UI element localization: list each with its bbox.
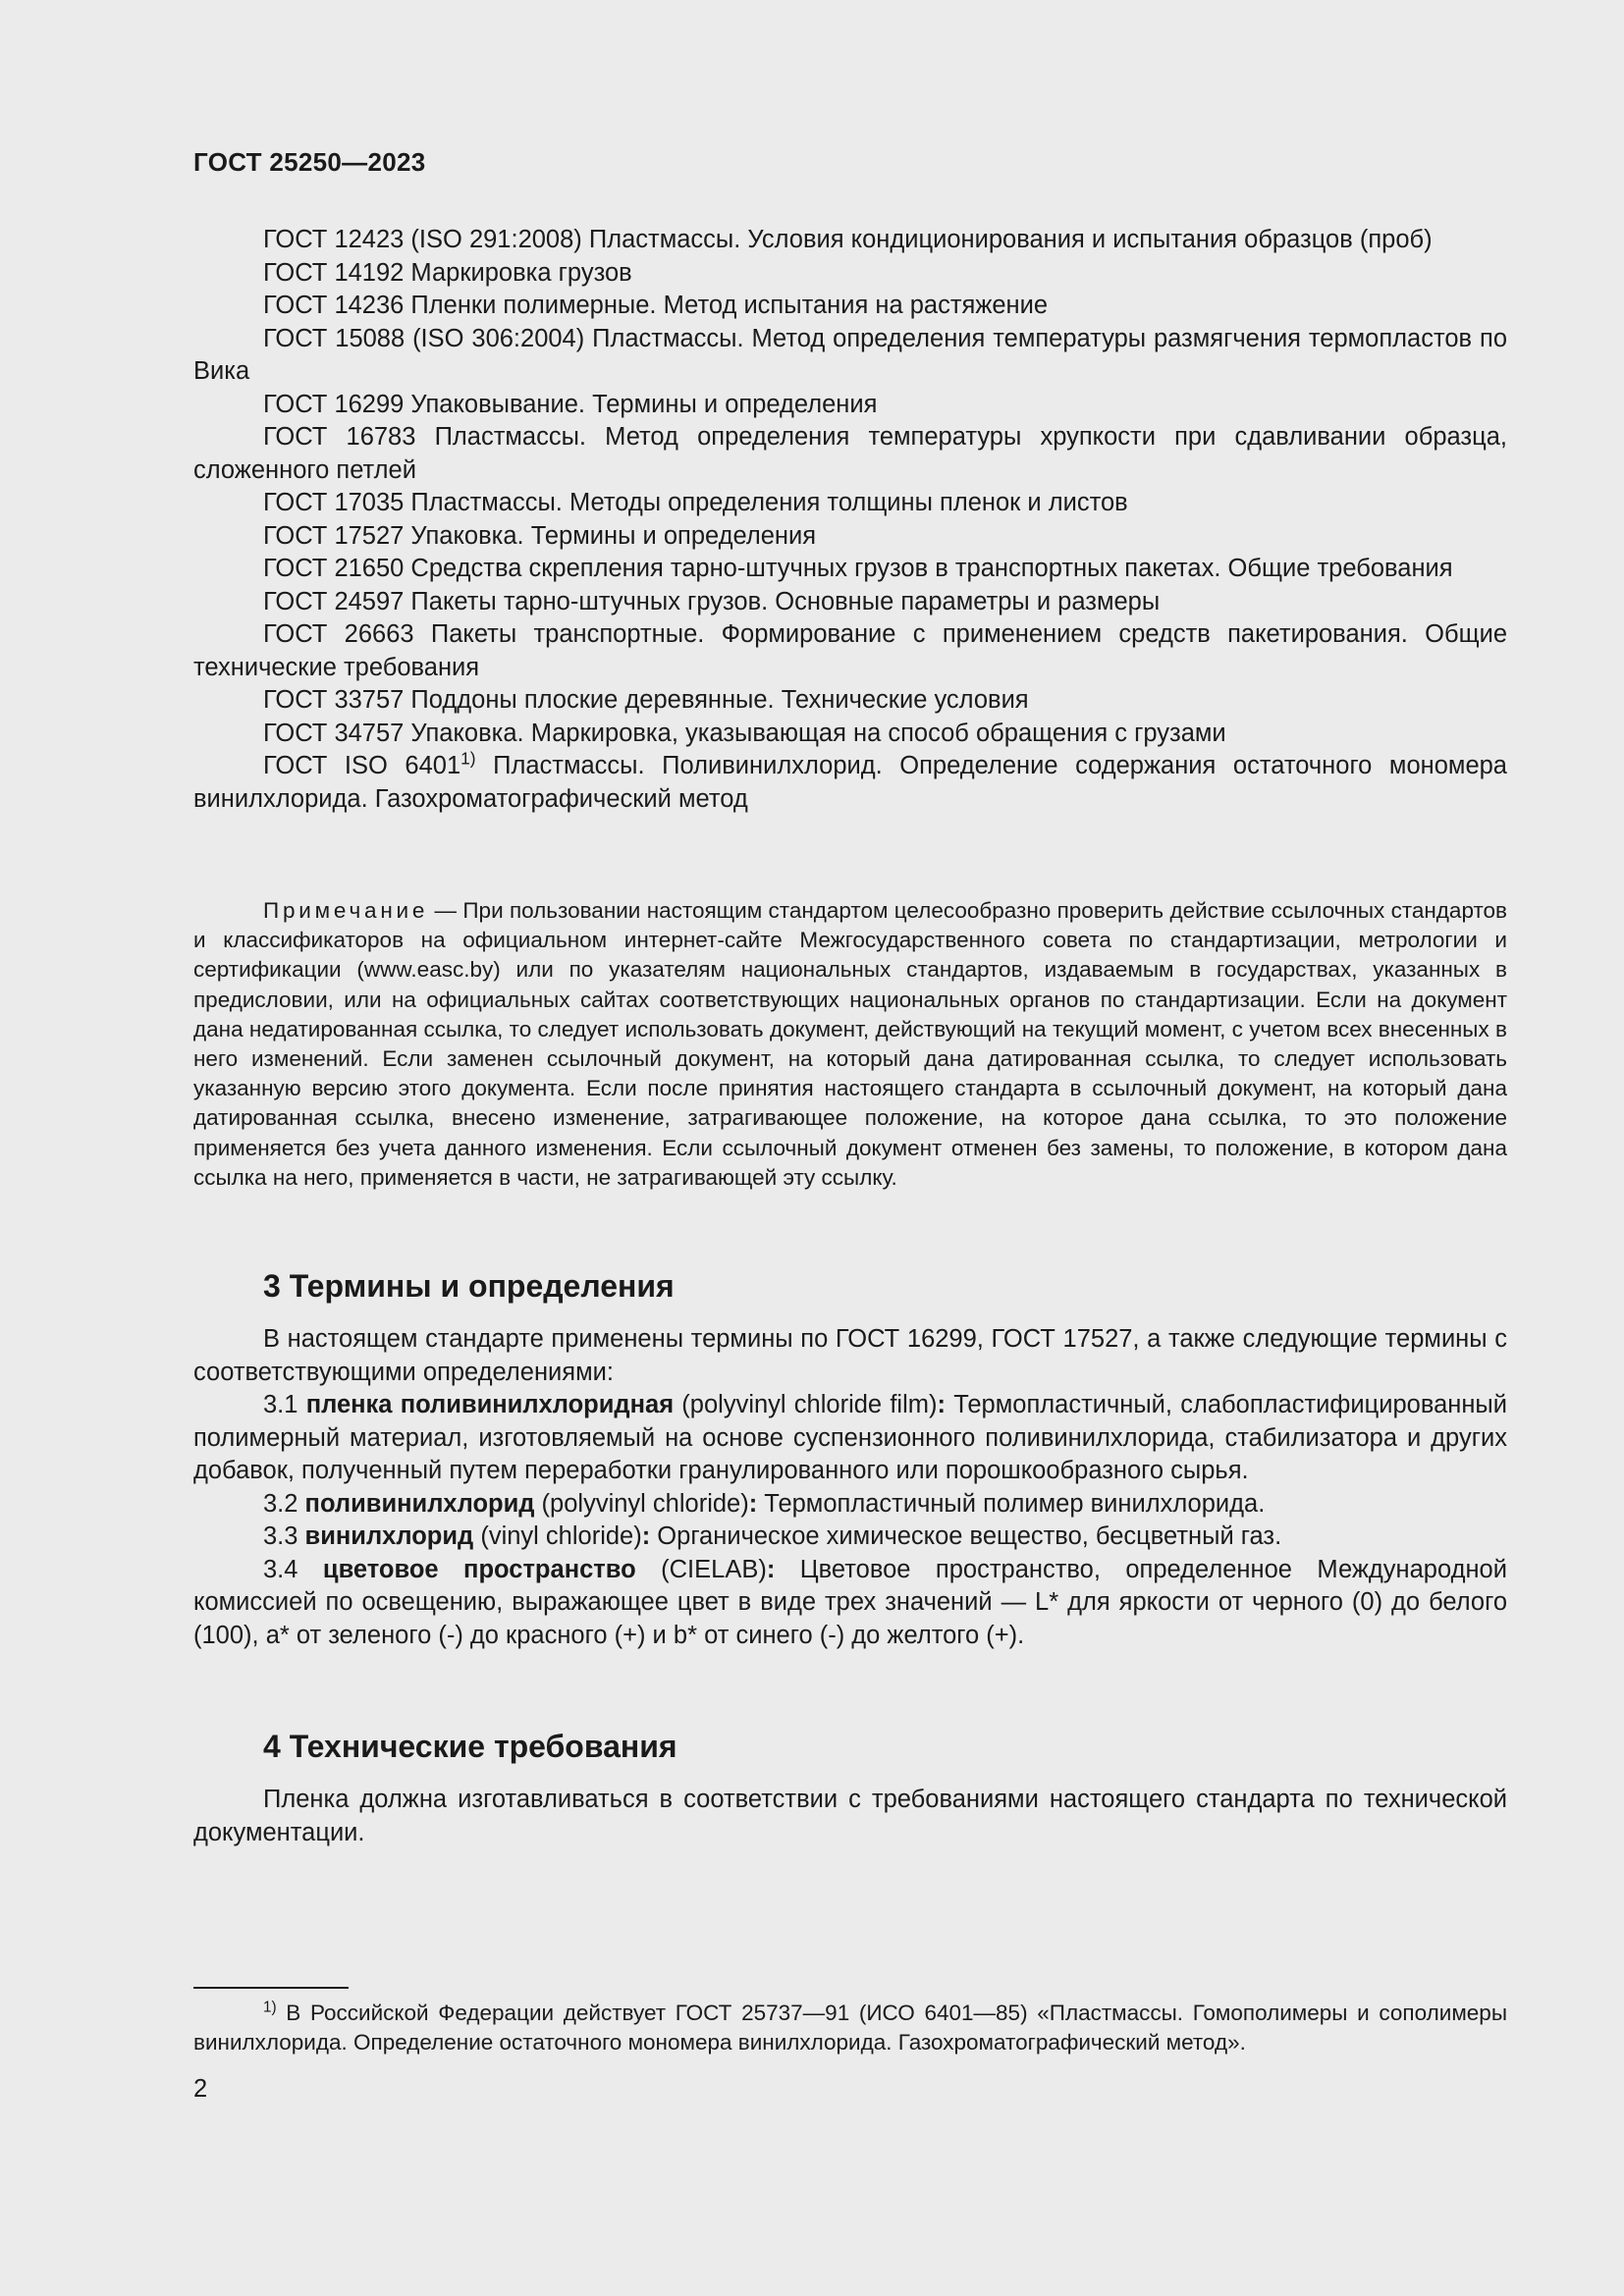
iso-ref-text: Пластмассы. Поливинилхлорид. Определение содержания остаточного мономера винилхлорида. Газохроматографический метод bbox=[193, 752, 1507, 813]
reference-item: ГОСТ 14236 Пленки полимерные. Метод испытания на растяжение bbox=[263, 292, 1049, 319]
term-definition: Органическое химическое вещество, бесцветный газ. bbox=[650, 1522, 1282, 1550]
section-intro: В настоящем стандарте применены термины по ГОСТ 16299, ГОСТ 17527, а также следующие термины с соответствующими определениями: bbox=[193, 1325, 1507, 1386]
reference-item: ГОСТ 16299 Упаковывание. Термины и определения bbox=[263, 390, 878, 418]
footnote-marker: 1) bbox=[263, 1999, 277, 2016]
note-paragraph bbox=[193, 896, 1507, 1193]
term-english: (CIELAB) bbox=[635, 1555, 767, 1583]
reference-item: ГОСТ 17035 Пластмассы. Методы определения толщины пленок и листов bbox=[263, 489, 1128, 516]
reference-item: ГОСТ 14192 Маркировка грузов bbox=[263, 258, 632, 287]
note-text: — При пользовании настоящим стандартом целесообразно проверить действие ссылочных стандартов и классификаторов на официальном интернет-сайте Межгосударственного совета по стандартизации, метрологии и сертификации (www.easc.by) или по указателям национальных стандартов, издаваемым в государствах, указанных в предисловии, или на официальных сайтах соответствующих национальных органов по стандартизации. Если на документ дана недатированная ссылка, то следует использовать документ, действующий на текущий момент, с учетом всех внесенных в него изменений. Если заменен ссылочный документ, на который дана датированная ссылка, то следует использовать указанную версию этого документа. Если после принятия настоящего стандарта в ссылочный документ, на который дана датированная ссылка, внесено изменение, затрагивающее положение, на которое дана ссылка, то это положение применяется без учета данного изменения. Если ссылочный документ отменен без замены, то положение, в котором дана ссылка на него, применяется в части, не затрагивающей эту ссылку. bbox=[193, 898, 1507, 1190]
footnote-text: В Российской Федерации действует ГОСТ 25737—91 (ИСО 6401—85) «Пластмассы. Гомополимеры и сополимеры винилхлорида. Определение остаточного мономера винилхлорида. Газохроматографический метод». bbox=[193, 2001, 1507, 2055]
footnote-marker: 1) bbox=[460, 748, 476, 769]
section-terms bbox=[193, 1266, 1507, 1652]
term-separator: : bbox=[766, 1555, 776, 1583]
term-definition: Термопластичный, слабопластифицированный полимерный материал, изготовляемый на основе суспензионного поливинилхлорида, стабилизатора и других добавок, полученный путем переработки гранулированного или порошкообразного сырья. bbox=[193, 1391, 1507, 1484]
footnote bbox=[193, 1999, 1507, 2057]
section-technical-requirements bbox=[193, 1727, 1507, 1849]
document-header: ГОСТ 25250—2023 bbox=[193, 147, 426, 177]
term-definition: Термопластичный полимер винилхлорида. bbox=[757, 1489, 1266, 1518]
normative-references bbox=[193, 224, 1507, 816]
term-name: цветовое пространство bbox=[322, 1555, 636, 1583]
reference-item: ГОСТ 15088 (ISO 306:2004) Пластмассы. Метод определения температуры размягчения термопластов по Вика bbox=[193, 324, 1507, 385]
note-label: Примечание bbox=[263, 898, 429, 923]
term-name: поливинилхлорид bbox=[304, 1489, 535, 1518]
term-entry bbox=[193, 1521, 1507, 1554]
term-number: 3.1 bbox=[263, 1391, 306, 1418]
term-separator: : bbox=[748, 1489, 758, 1518]
term-entry bbox=[193, 1488, 1507, 1522]
section-paragraph: Пленка должна изготавливаться в соответствии с требованиями настоящего стандарта по технической документации. bbox=[193, 1786, 1507, 1846]
section-heading: 3 Термины и определения bbox=[263, 1268, 675, 1304]
footnote-paragraph bbox=[193, 1999, 1507, 2057]
term-entry bbox=[193, 1554, 1507, 1653]
term-separator: : bbox=[641, 1522, 651, 1550]
reference-item: ГОСТ 24597 Пакеты тарно-штучных грузов. Основные параметры и размеры bbox=[263, 587, 1161, 615]
reference-item: ГОСТ 16783 Пластмассы. Метод определения температуры хрупкости при сдавливании образца, сложенного петлей bbox=[193, 423, 1507, 484]
term-english: (polyvinyl chloride) bbox=[534, 1489, 749, 1518]
footnote-divider bbox=[193, 1987, 349, 1989]
term-entry bbox=[193, 1389, 1507, 1488]
term-number: 3.3 bbox=[263, 1522, 305, 1550]
reference-item: ГОСТ 12423 (ISO 291:2008) Пластмассы. Условия кондиционирования и испытания образцов (проб) bbox=[263, 226, 1433, 253]
reference-item: ГОСТ 26663 Пакеты транспортные. Формирование с применением средств пакетирования. Общие технические требования bbox=[193, 620, 1507, 681]
term-number: 3.2 bbox=[263, 1489, 305, 1518]
section-body bbox=[193, 1784, 1507, 1849]
term-separator: : bbox=[937, 1391, 946, 1418]
term-name: винилхлорид bbox=[304, 1522, 474, 1550]
term-definition: Цветовое пространство, определенное Международной комиссией по освещению, выражающее цвет в виде трех значений — L* для яркости от черного (0) до белого (100), a* от зеленого (-) до красного (+) и b* от синего (-) до желтого (+). bbox=[193, 1555, 1507, 1649]
term-number: 3.4 bbox=[263, 1555, 323, 1583]
term-english: (vinyl chloride) bbox=[473, 1522, 642, 1550]
term-name: пленка поливинилхлоридная bbox=[305, 1391, 675, 1418]
iso-ref-code: ГОСТ ISO 6401 bbox=[263, 752, 461, 779]
reference-item: ГОСТ 21650 Средства скрепления тарно-штучных грузов в транспортных пакетах. Общие требования bbox=[263, 555, 1453, 582]
section-heading: 4 Технические требования bbox=[263, 1729, 677, 1764]
page-number: 2 bbox=[193, 2075, 208, 2103]
reference-item-iso bbox=[193, 750, 1507, 816]
reference-item: ГОСТ 34757 Упаковка. Маркировка, указывающая на способ обращения с грузами bbox=[263, 719, 1226, 747]
reference-item: ГОСТ 17527 Упаковка. Термины и определения bbox=[263, 521, 817, 550]
note-block bbox=[193, 896, 1507, 1193]
term-english: (polyvinyl chloride film) bbox=[674, 1391, 938, 1418]
section-body bbox=[193, 1323, 1507, 1652]
reference-item: ГОСТ 33757 Поддоны плоские деревянные. Технические условия bbox=[263, 686, 1029, 714]
